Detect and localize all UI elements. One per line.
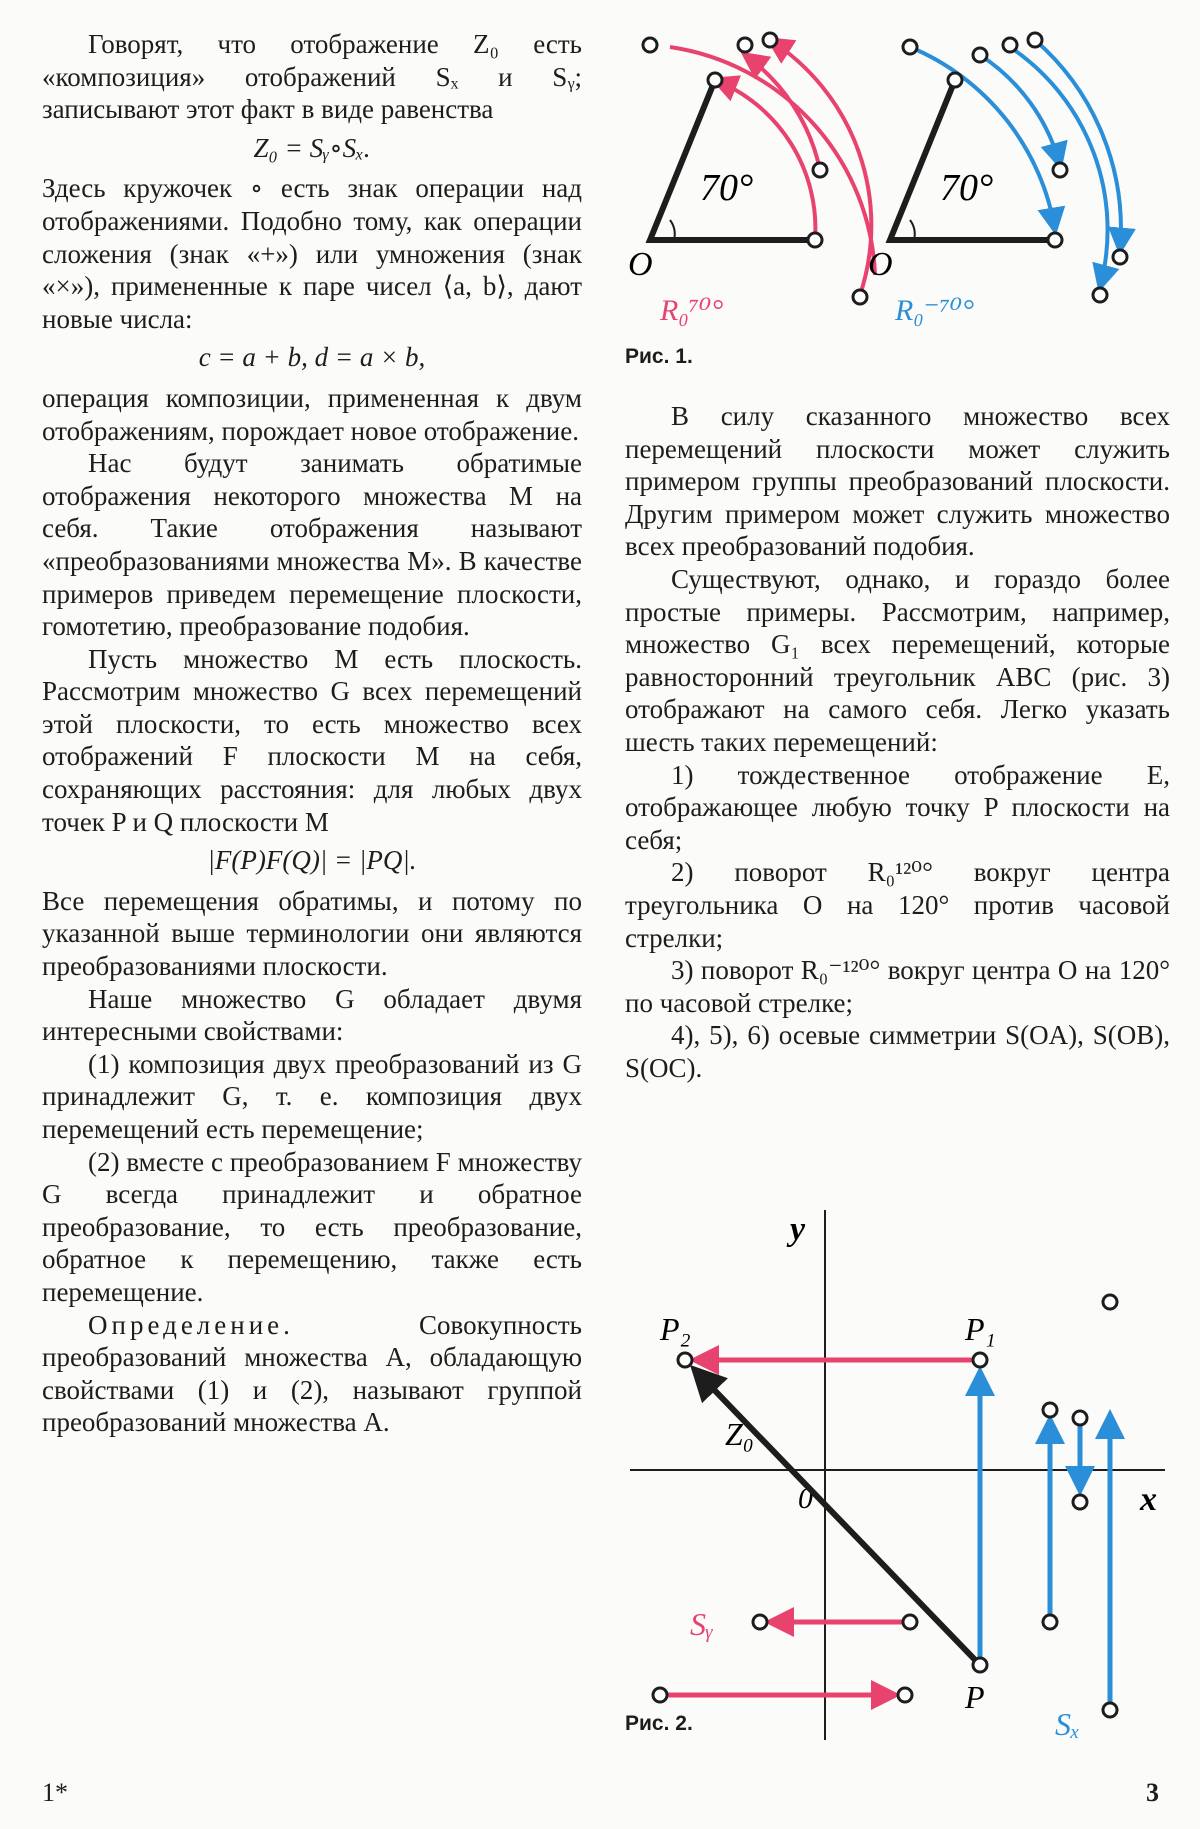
left-paragraph-6: Все перемещения обратимы, и потому по указанной выше терминологии они являются преобразованиями плоскости. (42, 885, 582, 982)
figure-1 (610, 25, 1180, 355)
x-axis-label: x (1140, 1481, 1157, 1518)
property-1: (1) композиция двух преобразований из G принадлежит G, т. е. композиция двух перемещений есть перемещение; (42, 1048, 582, 1144)
origin-label: 0 (798, 1482, 813, 1515)
page-number: 3 (1146, 1778, 1159, 1807)
formula-distance: |F(P)F(Q)| = |PQ|. (207, 845, 417, 876)
property-2: (2) вместе с преобразованием F множеству G всегда принадлежит и обратное преобразование, то есть преобразование, обратное к перемещению, также есть перемещение. (42, 1146, 582, 1307)
figure-1-caption: Рис. 1. (625, 345, 693, 368)
angle-label-left: 70° (700, 167, 754, 209)
point-p2-label: P₂ (660, 1311, 691, 1347)
right-paragraph-2: Существуют, однако, и гораздо более простые примеры. Рассмотрим, например, множество G₁ всех перемещений, которые равносторонний треугольник ABC (рис. 3) отображают на самого себя. Легко указать шесть таких перемещений: (625, 563, 1170, 757)
list-item-3: 3) поворот R₀⁻¹²⁰° вокруг центра O на 120° по часовой стрелке; (625, 955, 1170, 1018)
point-p-label: P (965, 1679, 985, 1715)
origin-label-right: O (868, 246, 893, 283)
angle-label-right: 70° (940, 167, 994, 209)
left-column (42, 28, 582, 1439)
formula-composition: Z₀ = Sᵧ∘Sₓ. (253, 132, 371, 163)
y-axis-label: y (790, 1211, 806, 1248)
right-column (625, 400, 1170, 1084)
signature-mark: 1* (42, 1778, 68, 1807)
definition-paragraph (42, 1309, 582, 1439)
origin-label-left: O (628, 246, 653, 283)
left-paragraph-2: Здесь кружочек ∘ есть знак операции над отображениями. Подобно тому, как операции сложения (знак «+») или умножения (знак «×»), примененные к паре чисел ⟨a, b⟩, дают новые числа: (42, 173, 582, 334)
figure-2-caption: Рис. 2. (625, 1712, 693, 1735)
sy-label: Sᵧ (690, 1606, 714, 1642)
list-item-2: 2) поворот R₀¹²⁰° вокруг центра треугольника O на 120° против часовой стрелки; (625, 857, 1170, 953)
formula-sum-product: c = a + b, d = a × b, (198, 342, 426, 373)
figure-2 (610, 1190, 1180, 1750)
left-paragraph-5: Пусть множество M есть плоскость. Рассмотрим множество G всех перемещений этой плоскости, то есть множество всех отображений F плоскости M на себя, сохраняющих расстояния: для любых двух точек P и Q плоскости M (42, 643, 582, 837)
left-paragraph-7: Наше множество G обладает двумя интересными свойствами: (42, 983, 582, 1047)
left-paragraph-1: Говорят, что отображение Z₀ есть «композиция» отображений Sₓ и Sᵧ; записывают этот факт в виде равенства (42, 29, 582, 125)
rotation-negative-diagram (868, 33, 1127, 327)
rotation-label-negative: R₀⁻⁷⁰° (895, 294, 975, 327)
right-paragraph-1: В силу сказанного множество всех перемещений плоскости может служить примером группы преобразований плоскости. Другим примером может служить множество всех преобразований подобия. (625, 401, 1170, 562)
left-paragraph-4: Нас будут занимать обратимые отображения некоторого множества M на себя. Такие отображения называют «преобразованиями множества M». В качестве примеров приведем перемещение плоскости, гомотетию, преобразование подобия. (42, 448, 582, 642)
left-paragraph-3: операция композиции, примененная к двум отображениям, порождает новое отображение. (42, 382, 582, 446)
point-p1-label: P₁ (965, 1311, 996, 1347)
z0-label: Z₀ (725, 1416, 754, 1452)
rotation-positive-diagram (628, 33, 882, 327)
list-item-4: 4), 5), 6) осевые симметрии S(OA), S(OB), S(OC). (625, 1020, 1170, 1083)
definition-text: Совокупность преобразований множества A, обладающую свойствами (1) и (2), называют группой преобразований множества A. (42, 1309, 582, 1438)
sx-label: Sₓ (1055, 1706, 1081, 1742)
definition-word: Определение. (88, 1309, 294, 1340)
list-item-1: 1) тождественное отображение E, отображающее любую точку P плоскости на себя; (625, 759, 1170, 855)
rotation-label-positive: R₀⁷⁰° (660, 294, 724, 327)
